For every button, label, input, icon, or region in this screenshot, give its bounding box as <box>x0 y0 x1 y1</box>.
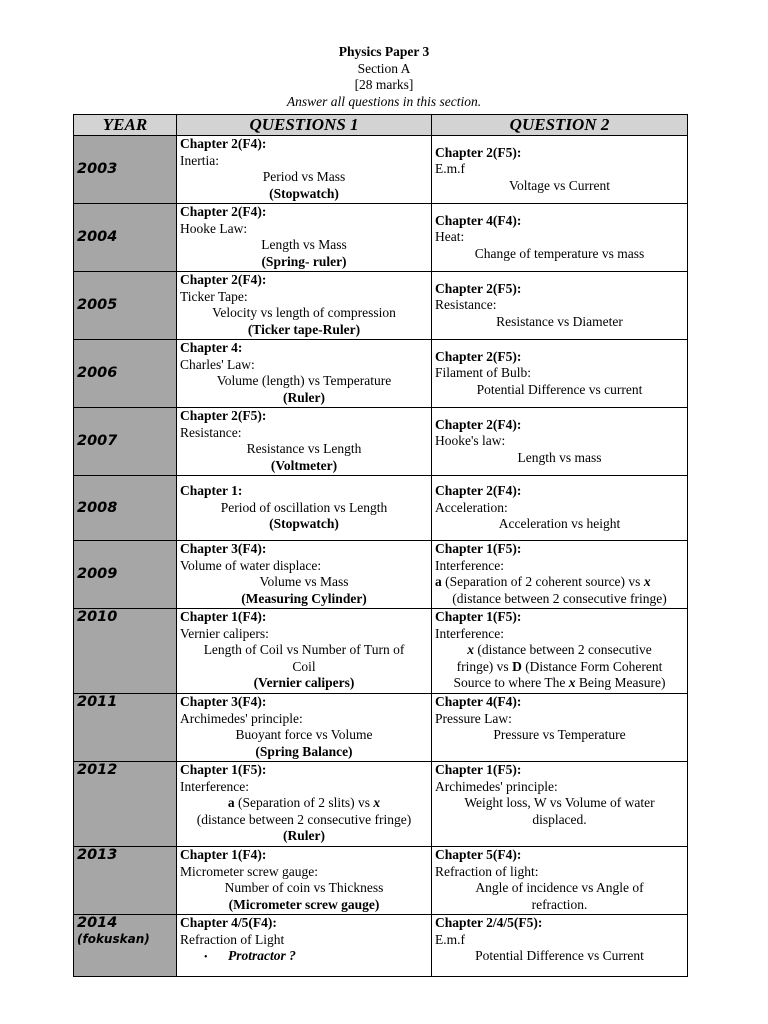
question2-cell <box>432 136 688 204</box>
chapter-label: Chapter 2(F4): <box>180 272 267 287</box>
question2-cell <box>432 340 688 408</box>
topic-label: Interference: <box>180 778 249 794</box>
topic-label: Vernier calipers: <box>180 625 269 641</box>
year-cell: 2005 <box>74 272 177 340</box>
year-cell: 2011 <box>74 694 177 762</box>
relation-part: (Separation of 2 coherent source) vs <box>441 574 644 590</box>
question1-cell <box>177 694 432 762</box>
table-row <box>74 272 688 340</box>
page-header <box>0 44 768 110</box>
question2-cell <box>432 476 688 541</box>
apparatus-text: (Spring- ruler) <box>261 253 347 269</box>
relation-text-continued: (distance between 2 consecutive fringe) <box>452 590 667 606</box>
relation-text: Weight loss, W vs Volume of water <box>464 795 655 811</box>
apparatus-text: (Stopwatch) <box>269 516 339 532</box>
topic-label: Filament of Bulb: <box>435 365 531 381</box>
relation-text: Volume vs Mass <box>259 574 349 590</box>
relation-text-continued: (distance between 2 consecutive fringe) <box>196 811 412 827</box>
topic-label: Resistance: <box>435 297 497 313</box>
topic-label: Archimedes' principle: <box>435 778 558 794</box>
variable-x: x <box>373 795 381 811</box>
chapter-label: Chapter 2(F5): <box>435 144 522 160</box>
table-row <box>74 762 688 847</box>
relation-text: Potential Difference vs Current <box>475 948 644 964</box>
relation-text: Pressure vs Temperature <box>493 727 626 743</box>
relation-text: Buoyant force vs Volume <box>235 727 373 743</box>
chapter-label: Chapter 4(F4): <box>435 694 522 709</box>
relation-text: Velocity vs length of compression <box>212 305 396 321</box>
question2-cell <box>432 541 688 609</box>
question1-cell <box>177 136 432 204</box>
relation-text: Acceleration vs height <box>498 516 621 532</box>
topic-label: Resistance: <box>180 424 242 440</box>
question1-cell <box>177 541 432 609</box>
relation-text-continued: Coil <box>292 658 316 674</box>
apparatus-text: (Stopwatch) <box>269 185 339 201</box>
apparatus-text: (Ruler) <box>283 828 325 844</box>
chapter-label: Chapter 1(F5): <box>435 609 522 624</box>
relation-text-continued <box>435 675 684 692</box>
relation-text-continued <box>435 659 684 676</box>
question1-cell <box>177 915 432 977</box>
topic-label: Archimedes' principle: <box>180 710 303 726</box>
year-cell: 2006 <box>74 340 177 408</box>
relation-text: Potential Difference vs current <box>476 381 643 397</box>
section-label: Section A <box>357 60 411 76</box>
topic-label: Volume of water displace: <box>180 557 322 573</box>
bullet-icon: • <box>204 952 208 964</box>
chapter-label: Chapter 5(F4): <box>435 847 522 862</box>
table-row <box>74 340 688 408</box>
year-cell: 2012 <box>74 762 177 847</box>
chapter-label: Chapter 2(F5): <box>180 408 267 423</box>
question2-cell <box>432 694 688 762</box>
chapter-label: Chapter 1(F5): <box>435 762 522 777</box>
chapter-label: Chapter 3(F4): <box>180 694 267 709</box>
table-row <box>74 915 688 977</box>
topic-label: E.m.f <box>435 161 465 177</box>
topic-label: Interference: <box>435 625 504 641</box>
table-row <box>74 541 688 609</box>
year-cell: 2007 <box>74 408 177 476</box>
variable-x: x <box>643 574 651 590</box>
topic-label: Hooke's law: <box>435 433 506 449</box>
year-label: 2014 <box>77 915 118 931</box>
question1-column-header: QUESTIONS 1 <box>177 115 432 136</box>
table-row <box>74 136 688 204</box>
relation-text: Length of Coil vs Number of Turn of <box>203 642 405 658</box>
relation-text: Volume (length) vs Temperature <box>216 373 392 389</box>
year-cell: 2009 <box>74 541 177 609</box>
year-cell: 2004 <box>74 204 177 272</box>
relation-text: Length vs Mass <box>261 237 347 253</box>
question2-column-header: QUESTION 2 <box>432 115 688 136</box>
apparatus-text: (Ticker tape-Ruler) <box>247 321 361 337</box>
topic-label: Hooke Law: <box>180 220 248 236</box>
relation-part: fringe) vs <box>456 658 513 674</box>
table-row <box>74 609 688 694</box>
year-note: (fokuskan) <box>77 931 150 946</box>
chapter-label: Chapter 3(F4): <box>180 541 267 556</box>
chapter-label: Chapter 1(F5): <box>435 541 522 556</box>
chapter-label: Chapter 1(F5): <box>180 762 267 777</box>
topic-label: Charles' Law: <box>180 356 255 372</box>
topic-label: Refraction of Light <box>180 931 285 947</box>
chapter-label: Chapter 2(F4): <box>180 204 267 219</box>
question2-cell <box>432 915 688 977</box>
relation-text <box>180 795 428 812</box>
topic-label: Acceleration: <box>435 499 508 515</box>
year-cell: 2003 <box>74 136 177 204</box>
question1-cell <box>177 408 432 476</box>
paper-title: Physics Paper 3 <box>338 44 430 59</box>
relation-text: Resistance vs Diameter <box>496 313 623 329</box>
variable-a: a <box>227 795 235 811</box>
chapter-label: Chapter 2(F4): <box>180 136 267 151</box>
question2-cell <box>432 204 688 272</box>
relation-part: Being Measure) <box>575 675 666 691</box>
relation-part: Source to where The <box>453 675 569 691</box>
topic-label: Interference: <box>435 557 504 573</box>
relation-text: Change of temperature vs mass <box>474 245 645 261</box>
relation-part: (Separation of 2 slits) vs <box>234 795 374 811</box>
question1-cell <box>177 204 432 272</box>
relation-text: Resistance vs Length <box>246 441 362 457</box>
chapter-label: Chapter 4(F4): <box>435 212 522 228</box>
relation-part: (Distance Form Coherent <box>521 658 663 674</box>
relation-text-continued: displaced. <box>532 811 587 827</box>
table-header-row <box>74 115 688 136</box>
instruction-text: Answer all questions in this section. <box>286 93 482 109</box>
marks-label: [28 marks] <box>354 77 414 92</box>
chapter-label: Chapter 4: <box>180 340 243 355</box>
relation-part: (distance between 2 consecutive <box>474 642 652 658</box>
question1-cell <box>177 476 432 541</box>
chapter-label: Chapter 2(F5): <box>435 348 522 364</box>
relation-text <box>435 574 684 591</box>
year-cell: 2008 <box>74 476 177 541</box>
question2-cell <box>432 762 688 847</box>
question2-cell <box>432 847 688 915</box>
question2-cell <box>432 272 688 340</box>
topic-label: Pressure Law: <box>435 710 512 726</box>
relation-text: Length vs mass <box>517 449 602 465</box>
relation-text-continued: refraction. <box>531 896 588 912</box>
variable-x: x <box>467 642 475 658</box>
chapter-label: Chapter 4/5(F4): <box>180 915 277 930</box>
year-cell: 2013 <box>74 847 177 915</box>
apparatus-bullet-item <box>180 948 428 967</box>
apparatus-text: (Micrometer screw gauge) <box>228 896 380 912</box>
topic-label: Ticker Tape: <box>180 288 248 304</box>
table-row <box>74 408 688 476</box>
relation-text: Number of coin vs Thickness <box>224 880 384 896</box>
table-row <box>74 476 688 541</box>
question2-cell <box>432 609 688 694</box>
year-column-header: YEAR <box>74 115 177 136</box>
year-cell <box>74 915 177 977</box>
question1-cell <box>177 609 432 694</box>
apparatus-text: (Ruler) <box>283 389 325 405</box>
variable-x: x <box>568 675 576 691</box>
chapter-label: Chapter 1(F4): <box>180 609 267 624</box>
apparatus-text: (Voltmeter) <box>270 457 338 473</box>
topic-label: Inertia: <box>180 152 219 168</box>
apparatus-text: (Measuring Cylinder) <box>241 590 367 606</box>
question1-cell <box>177 762 432 847</box>
chapter-label: Chapter 2(F4): <box>435 483 522 499</box>
questions-table <box>73 114 688 977</box>
variable-d: D <box>512 658 522 674</box>
chapter-label: Chapter 1: <box>180 483 243 499</box>
chapter-label: Chapter 1(F4): <box>180 847 267 862</box>
relation-text: Angle of incidence vs Angle of <box>475 880 644 896</box>
relation-text: Period of oscillation vs Length <box>220 499 388 515</box>
topic-label: Refraction of light: <box>435 863 539 879</box>
table-row <box>74 204 688 272</box>
table-row <box>74 847 688 915</box>
apparatus-text: (Spring Balance) <box>255 743 353 759</box>
year-cell: 2010 <box>74 609 177 694</box>
topic-label: Micrometer screw gauge: <box>180 863 318 879</box>
question1-cell <box>177 272 432 340</box>
chapter-label: Chapter 2/4/5(F5): <box>435 915 543 930</box>
apparatus-text: Protractor ? <box>228 948 296 964</box>
question2-cell <box>432 408 688 476</box>
chapter-label: Chapter 2(F4): <box>435 416 522 432</box>
relation-text <box>435 642 684 659</box>
variable-a: a <box>435 574 442 590</box>
relation-text: Period vs Mass <box>262 169 346 185</box>
apparatus-text: (Vernier calipers) <box>253 675 355 691</box>
question1-cell <box>177 340 432 408</box>
topic-label: Heat: <box>435 229 465 245</box>
table-row <box>74 694 688 762</box>
chapter-label: Chapter 2(F5): <box>435 280 522 296</box>
topic-label: E.m.f <box>435 931 465 947</box>
question1-cell <box>177 847 432 915</box>
relation-text: Voltage vs Current <box>509 177 610 193</box>
